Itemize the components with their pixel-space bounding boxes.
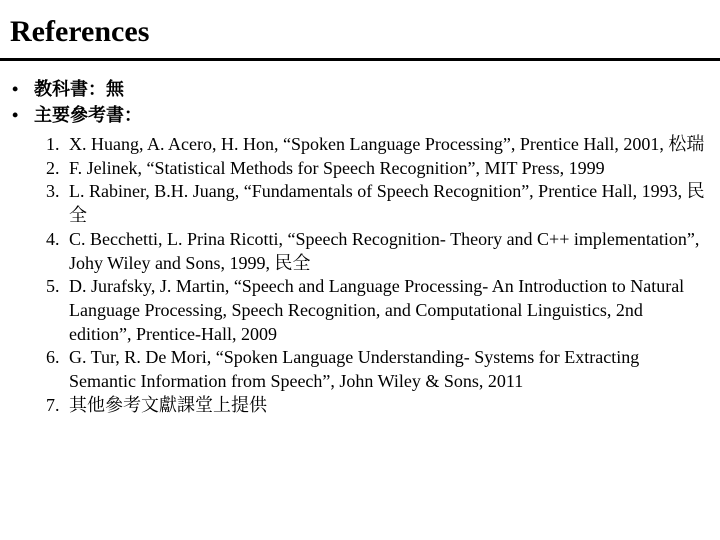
reference-text: X. Huang, A. Acero, H. Hon, “Spoken Language Processing”, Prentice Hall, 2001, 松瑞 [69, 134, 705, 154]
bullet-text: 主要參考書： [34, 105, 142, 125]
reference-number: 2. [46, 157, 60, 178]
reference-number: 6. [46, 347, 60, 368]
reference-text: C. Becchetti, L. Prina Ricotti, “Speech Recognition- Theory and C++ implementation”, Johy Wiley and Sons, 1999, 民全 [69, 228, 700, 273]
title-divider [0, 58, 720, 61]
reference-item [46, 133, 706, 157]
reference-number: 5. [46, 276, 60, 297]
reference-number: 3. [46, 181, 60, 202]
reference-number: 1. [46, 134, 60, 154]
bullet-text: 教科書：無 [34, 79, 124, 99]
reference-text: G. Tur, R. De Mori, “Spoken Language Understanding- Systems for Extracting Semantic Information from Speech”, John Wiley & Sons, 2011 [69, 347, 640, 392]
reference-number: 4. [46, 228, 60, 249]
reference-text: F. Jelinek, “Statistical Methods for Speech Recognition”, MIT Press, 1999 [69, 157, 605, 178]
reference-item [46, 228, 706, 275]
reference-text: L. Rabiner, B.H. Juang, “Fundamentals of Speech Recognition”, Prentice Hall, 1993, 民全 [69, 181, 705, 226]
reference-number: 7. [46, 394, 60, 415]
bullet-icon: • [12, 105, 19, 125]
reference-item [46, 346, 706, 393]
reference-item [46, 157, 706, 181]
reference-text: 其他參考文獻課堂上提供 [69, 394, 267, 415]
bullet-item-main-references [12, 102, 142, 128]
reference-item [46, 275, 706, 346]
page-title: References [10, 15, 150, 48]
bullet-icon: • [12, 79, 19, 99]
reference-item [46, 180, 706, 227]
reference-text: D. Jurafsky, J. Martin, “Speech and Language Processing- An Introduction to Natural Language Processing, Speech Recognition, and Computational Linguistics, 2nd edition”, Prentice-Hall, 2009 [69, 276, 685, 344]
bullet-item-textbook [12, 76, 142, 102]
reference-list [46, 133, 706, 417]
reference-item [46, 394, 706, 418]
bullet-list [12, 76, 142, 128]
